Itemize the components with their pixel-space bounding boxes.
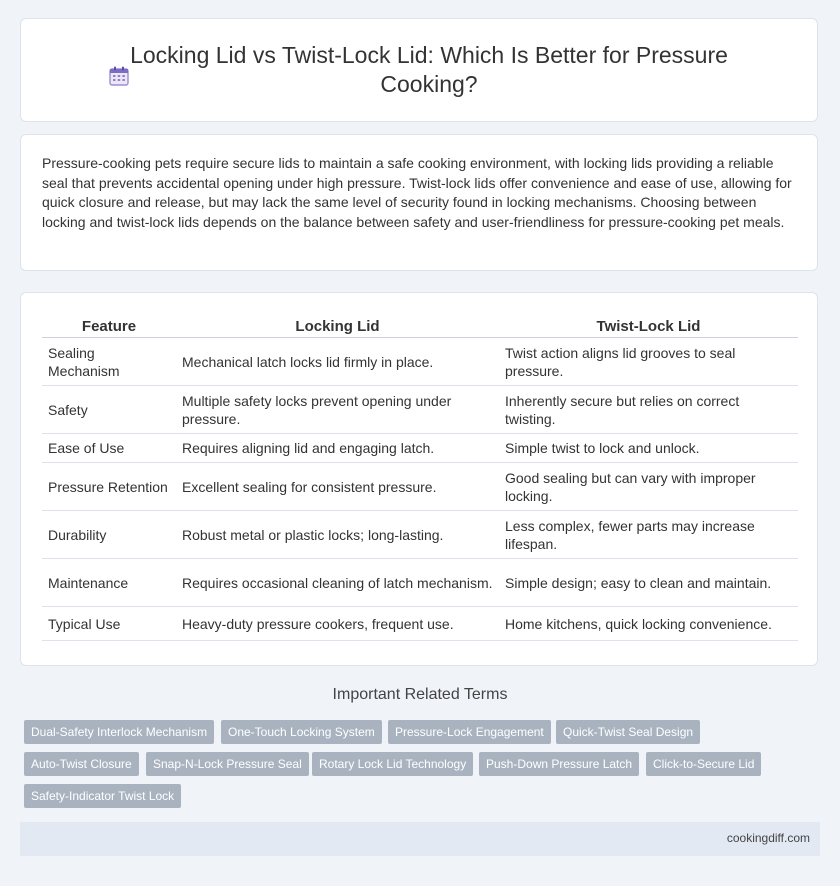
table-row	[42, 607, 798, 641]
twist-cell: Simple twist to lock and unlock.	[499, 434, 798, 463]
twist-cell: Simple design; easy to clean and maintain.	[499, 559, 798, 607]
comparison-table	[42, 315, 798, 641]
feature-cell: Sealing Mechanism	[42, 338, 176, 386]
intro-card	[20, 134, 818, 271]
term-tag[interactable]: Auto-Twist Closure	[24, 752, 139, 776]
term-tag[interactable]: One-Touch Locking System	[221, 720, 382, 744]
header-feature: Feature	[42, 315, 176, 338]
feature-cell: Safety	[42, 386, 176, 434]
twist-cell: Less complex, fewer parts may increase lifespan.	[499, 511, 798, 559]
feature-cell: Maintenance	[42, 559, 176, 607]
term-tag[interactable]: Push-Down Pressure Latch	[479, 752, 639, 776]
locking-cell: Requires aligning lid and engaging latch.	[176, 434, 499, 463]
table-row	[42, 386, 798, 434]
locking-cell: Mechanical latch locks lid firmly in place.	[176, 338, 499, 386]
table-row	[42, 338, 798, 386]
comparison-card	[20, 292, 818, 666]
related-terms-title: Important Related Terms	[332, 686, 508, 703]
footer	[20, 822, 820, 856]
table-row	[42, 559, 798, 607]
feature-cell: Durability	[42, 511, 176, 559]
locking-cell: Requires occasional cleaning of latch mechanism.	[176, 559, 499, 607]
term-tag[interactable]: Snap-N-Lock Pressure Seal	[146, 752, 309, 776]
term-tag[interactable]: Pressure-Lock Engagement	[388, 720, 551, 744]
twist-cell: Inherently secure but relies on correct twisting.	[499, 386, 798, 434]
term-tag[interactable]: Dual-Safety Interlock Mechanism	[24, 720, 214, 744]
table-row	[42, 511, 798, 559]
twist-cell: Good sealing but can vary with improper locking.	[499, 463, 798, 511]
table-row	[42, 434, 798, 463]
term-tag[interactable]: Click-to-Secure Lid	[646, 752, 761, 776]
locking-cell: Robust metal or plastic locks; long-lasting.	[176, 511, 499, 559]
header-locking-lid: Locking Lid	[176, 315, 499, 338]
term-tag[interactable]: Quick-Twist Seal Design	[556, 720, 700, 744]
twist-cell: Twist action aligns lid grooves to seal pressure.	[499, 338, 798, 386]
page-title: Locking Lid vs Twist-Lock Lid: Which Is Better for Pressure Cooking?	[130, 42, 728, 97]
intro-paragraph: Pressure-cooking pets require secure lids to maintain a safe cooking environment, with locking lids providing a reliable seal that prevents accidental opening under high pressure. Twist-lock lids offer convenience and ease of use, allowing for quick closure and release, but may lack the same level of security found in locking mechanisms. Choosing between locking and twist-lock lids depends on the balance between safety and user-friendliness for pressure-cooking pet meals.	[42, 155, 792, 230]
feature-cell: Ease of Use	[42, 434, 176, 463]
locking-cell: Multiple safety locks prevent opening under pressure.	[176, 386, 499, 434]
feature-cell: Pressure Retention	[42, 463, 176, 511]
feature-cell: Typical Use	[42, 607, 176, 641]
twist-cell: Home kitchens, quick locking convenience.	[499, 607, 798, 641]
header-twist-lock-lid: Twist-Lock Lid	[499, 315, 798, 338]
locking-cell: Heavy-duty pressure cookers, frequent use.	[176, 607, 499, 641]
header-card	[20, 18, 818, 122]
footer-site[interactable]: cookingdiff.com	[726, 831, 810, 845]
term-tag[interactable]: Rotary Lock Lid Technology	[312, 752, 473, 776]
term-tag[interactable]: Safety-Indicator Twist Lock	[24, 784, 181, 808]
table-row	[42, 463, 798, 511]
locking-cell: Excellent sealing for consistent pressure.	[176, 463, 499, 511]
